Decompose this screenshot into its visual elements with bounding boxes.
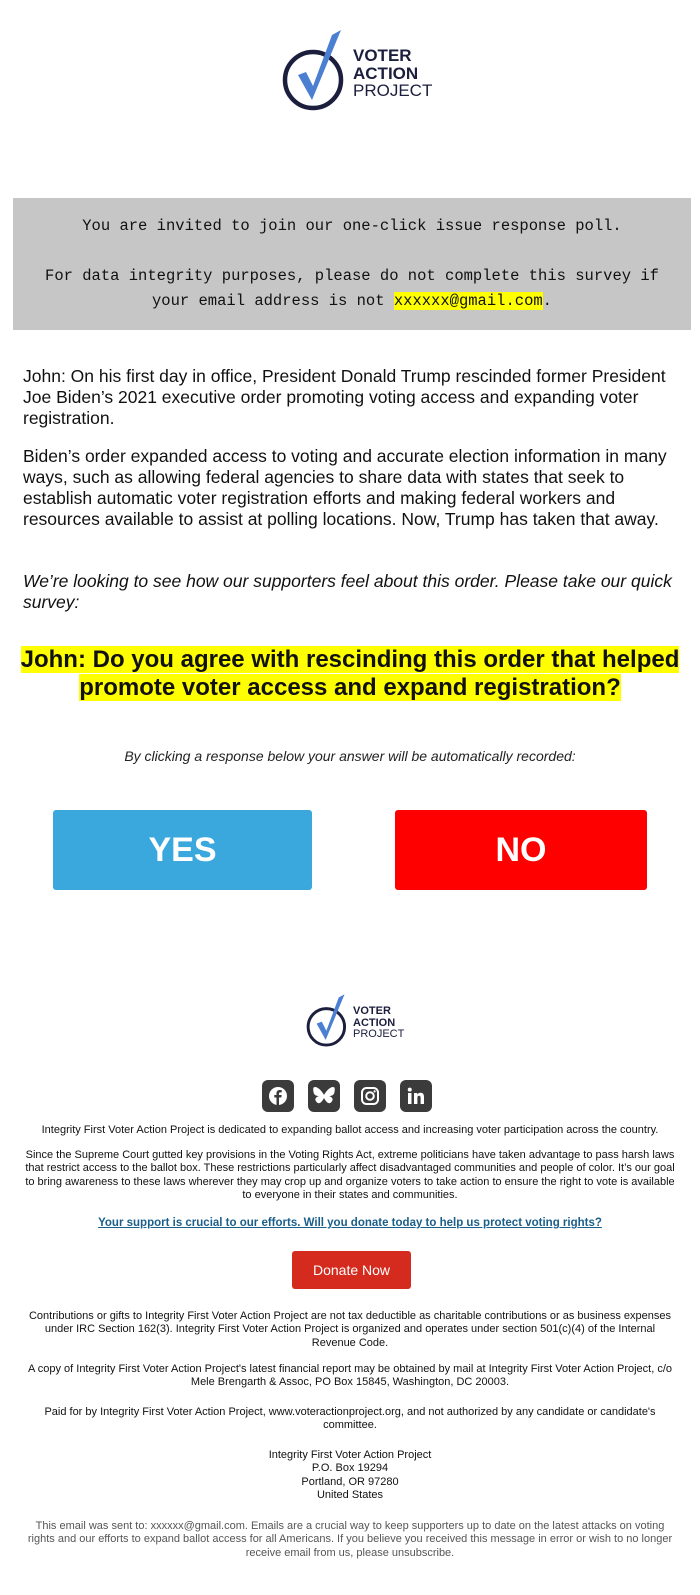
poll-question: John: Do you agree with rescinding this order that helped promote voter access and expand registration?	[20, 646, 680, 701]
bluesky-icon[interactable]	[308, 1080, 340, 1112]
mailing-address	[22, 1449, 678, 1503]
notice-integrity-text: For data integrity purposes, please do not complete this survey if your email address is not xxxxxx@gmail.com.	[45, 267, 659, 310]
address-po-box: P.O. Box 19294	[311, 1462, 389, 1475]
address-country: United States	[316, 1489, 384, 1502]
donate-now-button[interactable]: Donate Now	[292, 1251, 411, 1289]
social-links	[262, 1080, 446, 1112]
mission-statement: Integrity First Voter Action Project is dedicated to expanding ballot access and increasing voter participation across the country.	[41, 1124, 659, 1136]
address-city: Portland, OR 97280	[301, 1475, 399, 1488]
linkedin-icon[interactable]	[400, 1080, 432, 1112]
checkmark-logo-icon	[305, 993, 349, 1054]
checkmark-logo-icon	[281, 28, 347, 119]
donate-ask-link[interactable]: Your support is crucial to our efforts. Will you donate today to help us protect voting rights?	[98, 1217, 602, 1229]
tax-disclaimer: Contributions or gifts to Integrity First Voter Action Project are not tax deductible as charitable contributions or as business expenses under IRC Section 162(3). Integrity First Voter Action Project is organized and operates under section 501(c)(4) of the Internal Revenue Code.	[28, 1310, 671, 1349]
notice-invite-text: You are invited to join our one-click issue response poll.	[82, 217, 622, 235]
poll-notice-box	[13, 198, 691, 330]
instagram-icon[interactable]	[354, 1080, 386, 1112]
facebook-icon[interactable]	[262, 1080, 294, 1112]
address-name: Integrity First Voter Action Project	[268, 1449, 432, 1461]
voting-rights-statement: Since the Supreme Court gutted key provisions in the Voting Rights Act, extreme politicians have taken advantage to pass harsh laws that restrict access to the ballot box. These restrictions particularly affect disadvantaged communities and people of color. It’s our goal to bring awareness to these laws wherever they may crop up and organize voters to take action to ensure the right to vote is available to everyone in their states and communities.	[25, 1149, 675, 1202]
no-button[interactable]: NO	[395, 810, 647, 890]
article-paragraph-2: Biden’s order expanded access to voting and accurate election information in many ways, such as allowing federal agencies to share data with states that seek to establish automatic voter registration efforts and making federal workers and resources available to assist at polling locations. Now, Trump has taken that away.	[23, 446, 667, 529]
financial-report-notice: A copy of Integrity First Voter Action Project's latest financial report may be obtained by mail at Integrity First Voter Action Project, c/o Mele Brengarth & Assoc, PO Box 15845, Washington, DC 20003.	[27, 1363, 673, 1389]
email-sent-notice: This email was sent to: xxxxxx@gmail.com. Emails are a crucial way to keep supporters up to date on the latest attacks on voting rights and our efforts to expand ballot access for all Americans. If you believe you received this message in error or wish to no longer receive email from us, please unsubscribe.	[27, 1520, 673, 1559]
header-logo	[281, 28, 432, 119]
footer-logo	[305, 993, 404, 1054]
article-paragraph-1: John: On his first day in office, President Donald Trump rescinded former President Joe Biden’s 2021 executive order promoting voting access and expanding voter registration.	[23, 366, 666, 428]
article-paragraph-3: We’re looking to see how our supporters feel about this order. Please take our quick survey:	[23, 571, 672, 612]
brand-wordmark: VOTER ACTION PROJECT	[353, 1005, 405, 1041]
poll-click-note: By clicking a response below your answer will be automatically recorded:	[124, 748, 576, 764]
yes-button[interactable]: YES	[53, 810, 312, 890]
paid-for-disclaimer: Paid for by Integrity First Voter Action Project, www.voteractionproject.org, and not authorized by any candidate or candidate's committee.	[44, 1406, 656, 1432]
recipient-email: xxxxxx@gmail.com	[393, 292, 543, 310]
brand-wordmark: VOTER ACTION PROJECT	[353, 45, 433, 101]
